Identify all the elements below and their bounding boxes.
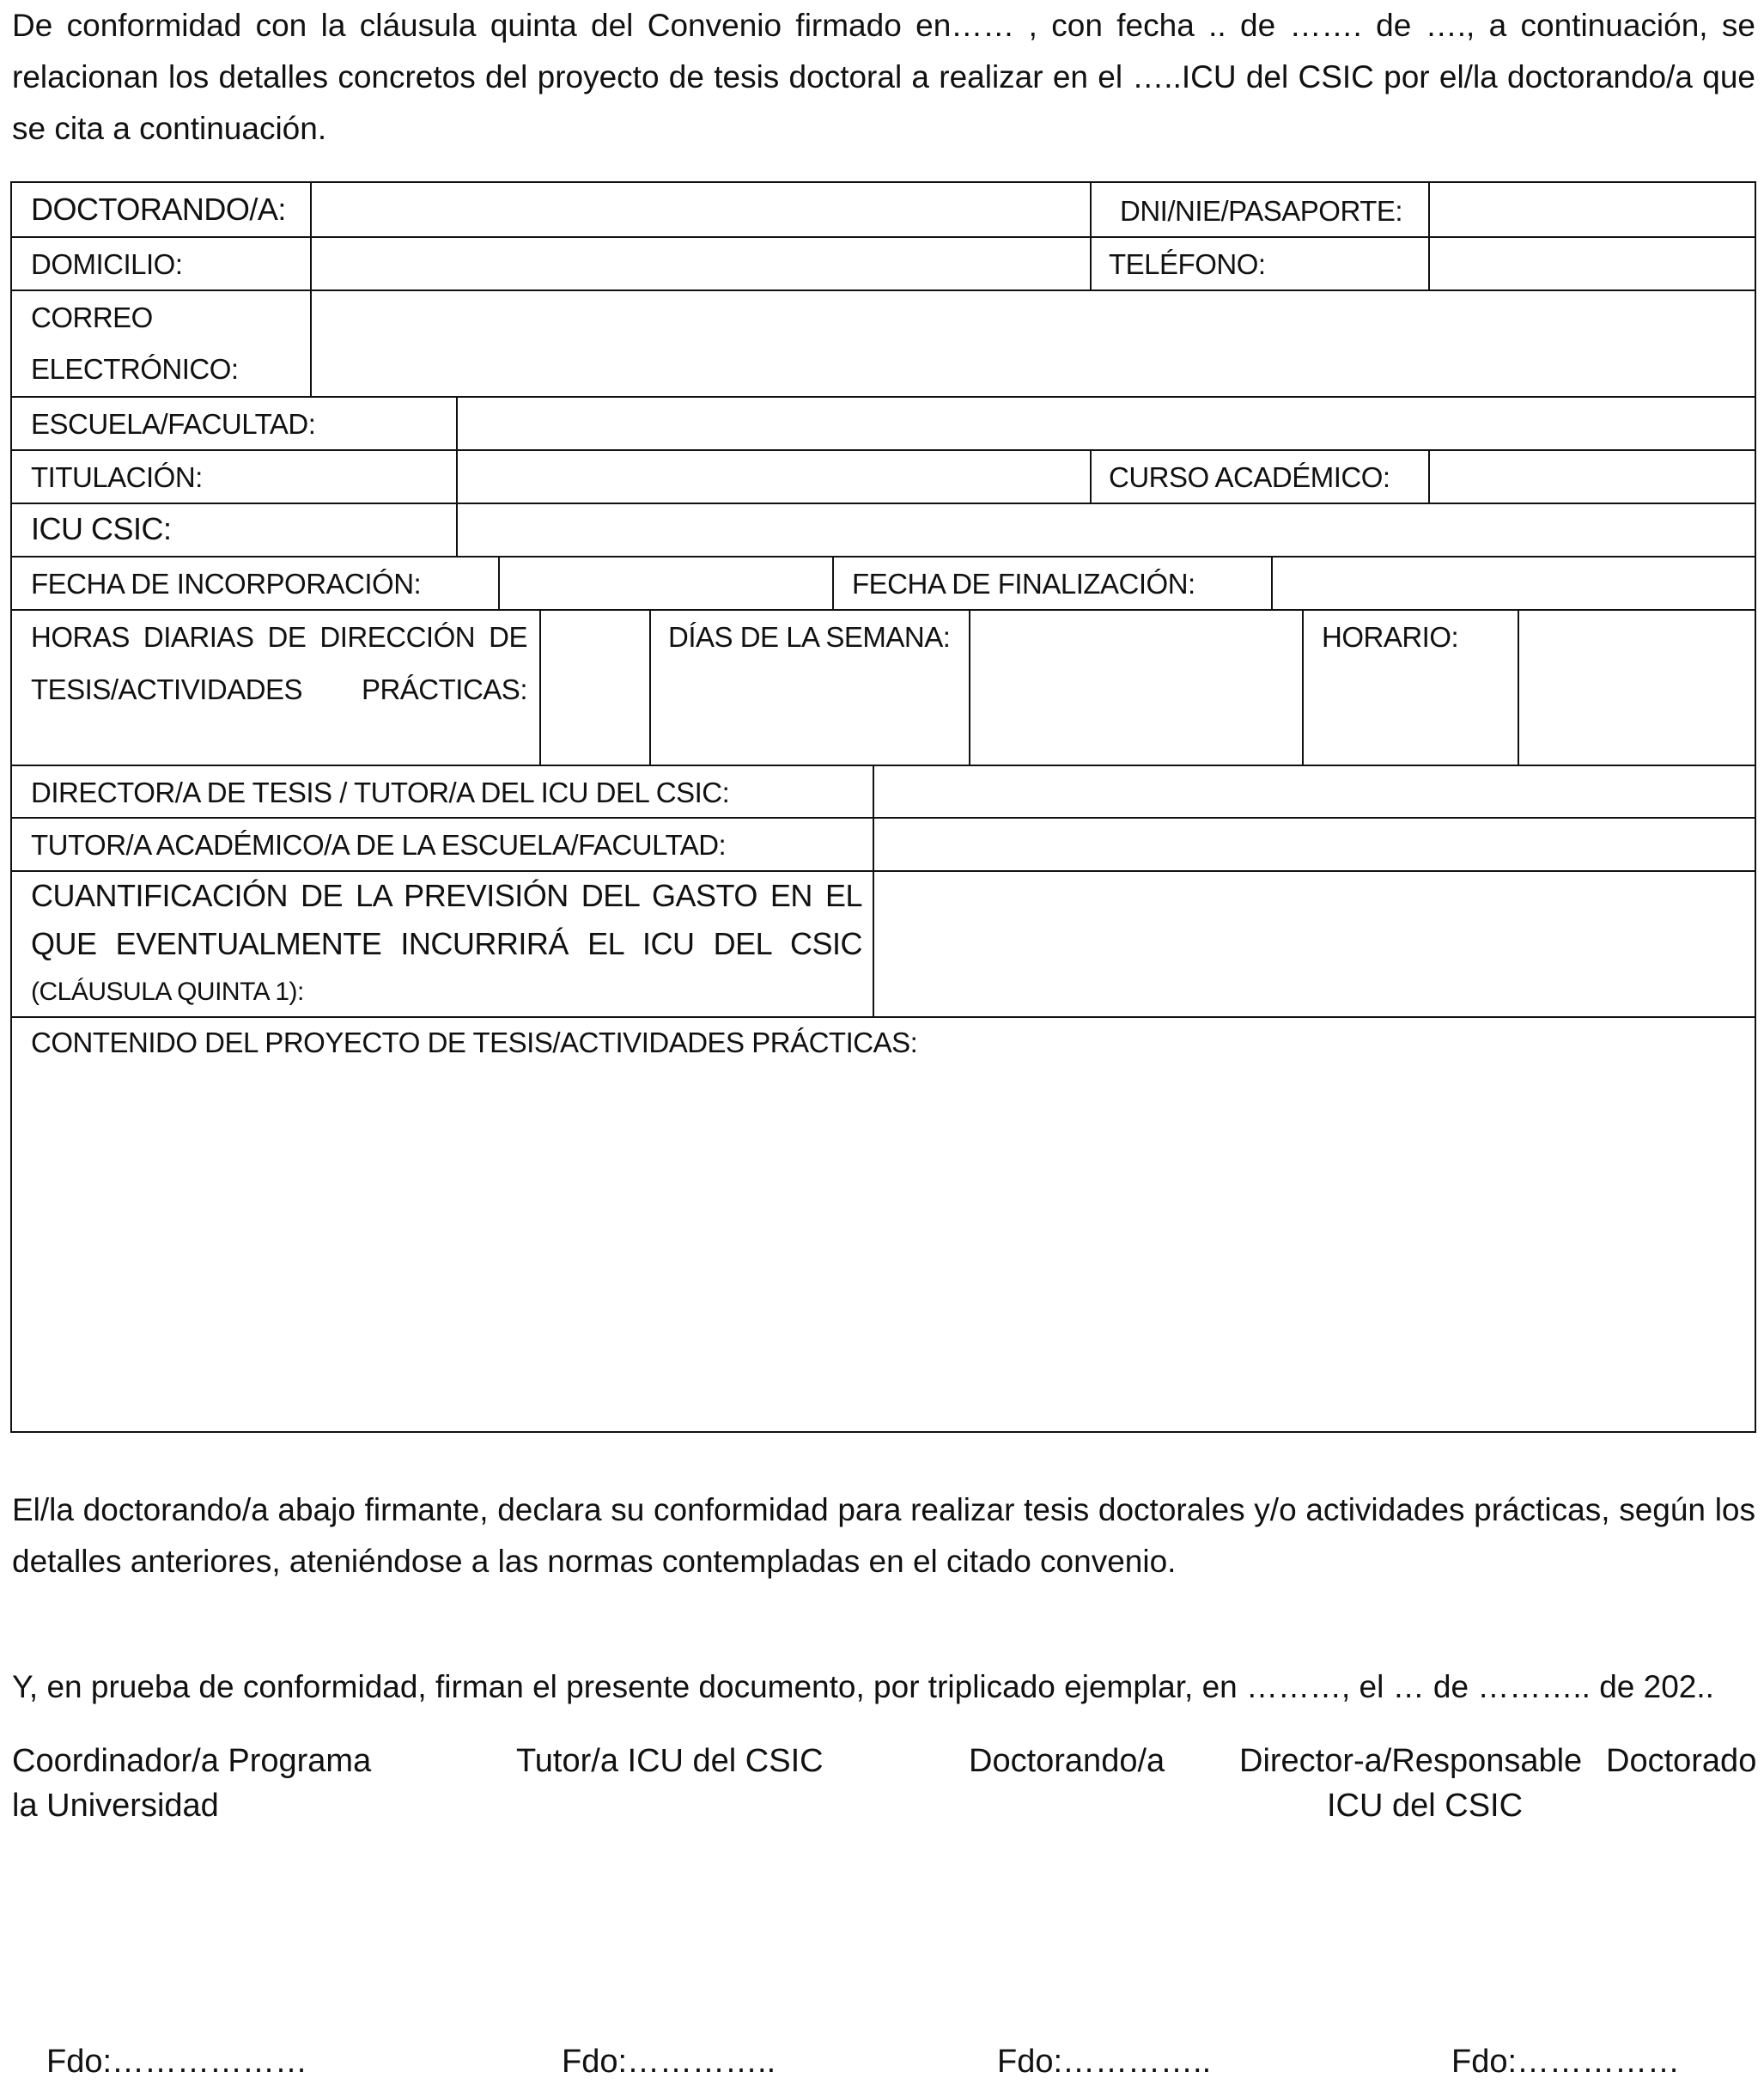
col-divider — [649, 609, 651, 765]
director-label: DIRECTOR/A DE TESIS / TUTOR/A DEL ICU DEL CSIC: — [31, 777, 730, 808]
dias-label: DÍAS DE LA SEMANA: — [668, 621, 951, 653]
intro-paragraph: De conformidad con la cláusula quinta del Convenio firmado en…… , con fecha .. de ……. de …., a continuación, se relacionan los detalles concretos del proyecto de tesis doctoral a realizar en el …..ICU del CSIC por el/la doctorando/a que se cita a continuación. — [12, 8, 1755, 146]
closing-paragraph: Y, en prueba de conformidad, firman el presente documento, por triplicado ejemplar, en ………, el … de ……….. de 202.. — [12, 1669, 1714, 1704]
horario-field[interactable] — [1519, 611, 1756, 765]
signatory-coordinador-line2: la Universidad — [12, 1788, 219, 1824]
contenido-label: CONTENIDO DEL PROYECTO DE TESIS/ACTIVIDADES PRÁCTICAS: — [31, 1027, 918, 1058]
fecha-finalizacion-label: FECHA DE FINALIZACIÓN: — [852, 568, 1195, 600]
escuela-label: ESCUELA/FACULTAD: — [31, 408, 316, 440]
fecha-incorporacion-field[interactable] — [500, 558, 832, 609]
domicilio-field[interactable] — [312, 238, 1090, 289]
doctoral-project-form — [10, 181, 1756, 1433]
col-divider — [1090, 449, 1092, 503]
signature-line-3: Fdo:………….. — [997, 2044, 1212, 2080]
dias-field[interactable] — [970, 611, 1302, 765]
icu-label: ICU CSIC: — [31, 511, 172, 546]
dni-label: DNI/NIE/PASAPORTE: — [1120, 195, 1403, 227]
signature-line-1: Fdo:……………… — [46, 2044, 308, 2080]
doctorando-field[interactable] — [312, 183, 1090, 236]
declaration-paragraph: El/la doctorando/a abajo firmante, declara su conformidad para realizar tesis doctorales y/o actividades prácticas, según los detalles anteriores, ateniéndose a las normas contempladas en el citado convenio. — [12, 1492, 1755, 1579]
dni-field[interactable] — [1430, 183, 1756, 236]
signature-line-4: Fdo:…………… — [1451, 2044, 1681, 2080]
curso-field[interactable] — [1430, 451, 1756, 503]
col-divider — [1302, 609, 1304, 765]
cuantificacion-clausula-label: (CLÁUSULA QUINTA 1): — [31, 978, 304, 1006]
director-field[interactable] — [874, 766, 1756, 817]
contenido-field[interactable] — [12, 1068, 1756, 1433]
signature-line-2: Fdo:………….. — [562, 2044, 776, 2080]
fecha-incorporacion-label: FECHA DE INCORPORACIÓN: — [31, 568, 422, 600]
curso-label: CURSO ACADÉMICO: — [1109, 461, 1390, 493]
icu-field[interactable] — [458, 504, 1756, 556]
domicilio-label: DOMICILIO: — [31, 248, 183, 280]
cuantificacion-field[interactable] — [874, 872, 1756, 1016]
signatory-doctorado: Doctorado — [1606, 1743, 1757, 1779]
col-divider — [1090, 183, 1092, 289]
escuela-field[interactable] — [458, 398, 1756, 449]
fecha-finalizacion-field[interactable] — [1273, 558, 1756, 609]
horas-field[interactable] — [541, 611, 649, 765]
doctorando-label: DOCTORANDO/A: — [31, 192, 286, 227]
telefono-label: TELÉFONO: — [1109, 248, 1266, 280]
horas-label: HORAS DIARIAS DE DIRECCIÓN DE TESIS/ACTIVIDADES PRÁCTICAS: — [31, 621, 527, 705]
signatory-doctorando: Doctorando/a — [969, 1743, 1165, 1779]
correo-label-line1: CORREO — [31, 302, 153, 333]
correo-label-line2: ELECTRÓNICO: — [31, 353, 239, 385]
titulacion-field[interactable] — [458, 451, 1090, 503]
col-divider — [832, 556, 834, 609]
correo-field[interactable] — [312, 291, 1756, 396]
cuantificacion-label: CUANTIFICACIÓN DE LA PREVISIÓN DEL GASTO EN EL QUE EVENTUALMENTE INCURRIRÁ EL ICU DEL CSIC — [31, 878, 862, 961]
tutor-academico-label: TUTOR/A ACADÉMICO/A DE LA ESCUELA/FACULTAD: — [31, 829, 727, 861]
signatory-director-line1: Director-a/Responsable — [1239, 1743, 1583, 1779]
tutor-academico-field[interactable] — [874, 819, 1756, 870]
horario-label: HORARIO: — [1322, 621, 1459, 653]
signatory-director-line2: ICU del CSIC — [1327, 1788, 1524, 1824]
signatory-tutor: Tutor/a ICU del CSIC — [516, 1743, 824, 1779]
titulacion-label: TITULACIÓN: — [31, 461, 203, 493]
signatory-coordinador-line1: Coordinador/a Programa — [12, 1743, 372, 1779]
telefono-field[interactable] — [1430, 238, 1756, 289]
